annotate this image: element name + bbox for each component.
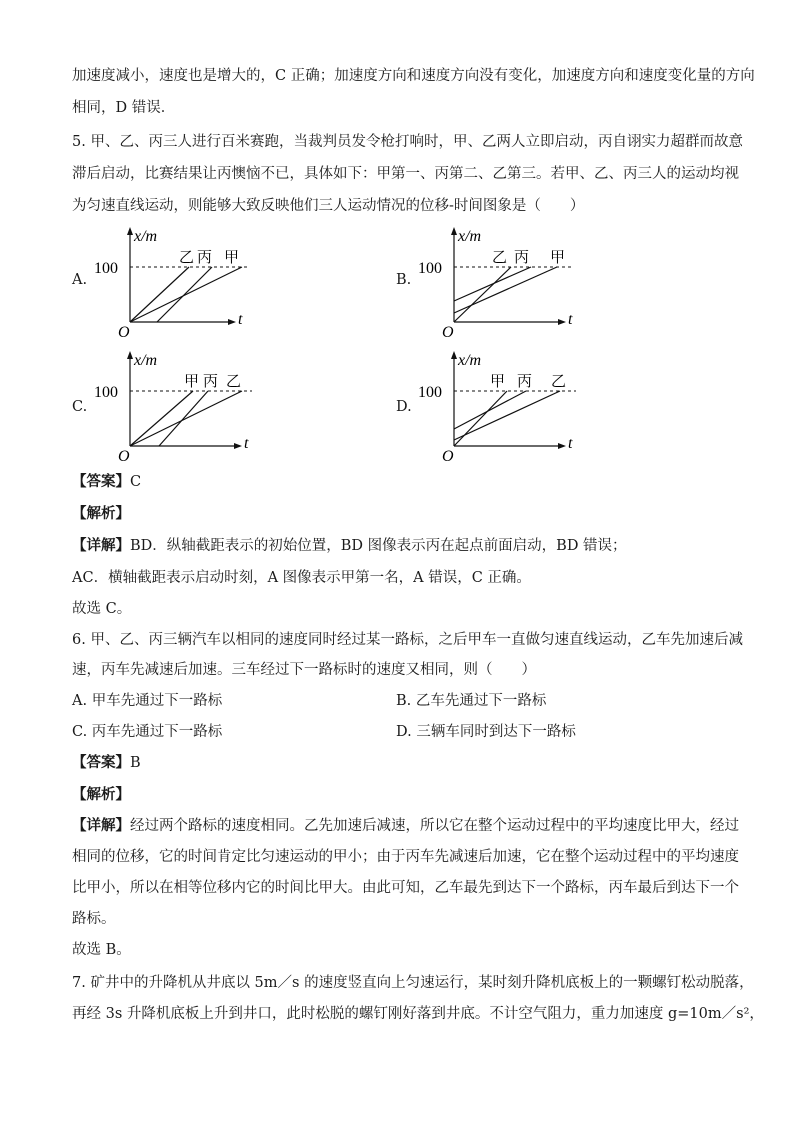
answer-value: B: [130, 755, 141, 771]
y-tick-100: 100: [418, 384, 442, 401]
curve-label: 丙: [517, 374, 533, 390]
y-tick-100: 100: [94, 384, 118, 401]
y-tick-100: 100: [94, 260, 118, 277]
x-axis-arrow: [228, 319, 236, 325]
line-jia: [454, 267, 557, 313]
x-axis-label: t: [568, 311, 573, 328]
q6-option-d: D. 三辆车同时到达下一路标: [396, 724, 576, 740]
x-axis-label: t: [244, 435, 249, 452]
line-yi: [454, 267, 511, 322]
curve-label: 甲: [490, 374, 506, 390]
y-axis-label: x/m: [134, 352, 158, 369]
q6-conclusion: 故选 B。: [72, 942, 131, 958]
origin-label: O: [118, 324, 130, 341]
y-axis-arrow: [451, 351, 457, 359]
q6-stem-line: 速，丙车先减速后加速。三车经过下一路标时的速度又相同，则（ ）: [72, 662, 536, 678]
curve-label: 甲: [224, 250, 240, 266]
q6-option-b: B. 乙车先通过下一路标: [396, 693, 547, 709]
answer-value: C: [130, 474, 142, 490]
x-axis-arrow: [558, 319, 566, 325]
graph-d: [418, 346, 604, 465]
line-jia: [130, 267, 242, 322]
x-axis-label: t: [568, 435, 573, 452]
y-tick-100: 100: [418, 260, 442, 277]
line-yi: [130, 267, 189, 322]
curve-label: 甲: [550, 250, 566, 266]
q6-stem-line: 6. 甲、乙、丙三辆汽车以相同的速度同时经过某一路标，之后甲车一直做匀速直线运动，乙车先加速后减: [72, 632, 743, 648]
answer-tag: 【答案】: [72, 754, 130, 771]
graph-a-letter: A.: [72, 272, 88, 288]
graph-d-letter: D.: [396, 399, 412, 415]
q6-detail-line: [72, 816, 739, 836]
prev-text-line: 相同，D 错误．: [72, 100, 176, 116]
q5-stem-line: 为匀速直线运动，则能够大致反映他们三人运动情况的位移-时间图象是（ ）: [72, 198, 585, 214]
curve-label: 乙: [492, 250, 508, 266]
y-axis-arrow: [451, 227, 457, 235]
detail-tag: 【详解】: [72, 817, 130, 834]
line-bing: [157, 267, 212, 322]
detail-text: 经过两个路标的速度相同。乙先加速后减速，所以它在整个运动过程中的平均速度比甲大，经过: [130, 818, 739, 834]
x-axis-label: t: [238, 311, 243, 328]
graph-c-letter: C.: [72, 399, 88, 415]
y-axis-arrow: [127, 351, 133, 359]
q5-answer-row: [72, 472, 141, 492]
origin-label: O: [442, 324, 454, 341]
curve-label: 乙: [179, 250, 195, 266]
q5-conclusion: 故选 C。: [72, 601, 132, 617]
y-axis-label: x/m: [458, 228, 482, 245]
q6-option-a: A. 甲车先通过下一路标: [72, 693, 223, 709]
q7-stem-line: 再经 3s 升降机底板上升到井口，此时松脱的螺钉刚好落到井底。不计空气阻力，重力加速度 g=10m／s²，: [72, 1006, 764, 1022]
analysis-tag: 【解析】: [72, 786, 130, 803]
x-axis-arrow: [558, 443, 566, 449]
q6-detail-line: 比甲小，所以在相等位移内它的时间比甲大。由此可知，乙车最先到达下一个路标，丙车最后到达下一个: [72, 880, 739, 896]
prev-text-line: 加速度减小，速度也是增大的，C 正确；加速度方向和速度方向没有变化，加速度方向和速度变化量的方向: [72, 68, 755, 84]
curve-label: 丙: [197, 250, 213, 266]
graph-b: [418, 222, 604, 341]
q6-detail-line: 相同的位移，它的时间肯定比匀速运动的甲小；由于丙车先减速后加速，它在整个运动过程中的平均速度: [72, 849, 739, 865]
graph-b-letter: B.: [396, 272, 412, 288]
graph-c: [94, 346, 270, 465]
curve-label: 乙: [226, 374, 242, 390]
q5-stem-line: 滞后启动，比赛结果让丙懊恼不已，具体如下：甲第一、丙第二、乙第三。若甲、乙、丙三人的运动均视: [72, 166, 739, 182]
curve-label: 丙: [514, 250, 530, 266]
q5-detail-line: [72, 536, 627, 556]
curve-label: 乙: [551, 374, 567, 390]
detail-text: BD．纵轴截距表示的初始位置，BD 图像表示丙在起点前面启动，BD 错误；: [130, 538, 627, 554]
curve-label: 甲: [184, 374, 200, 390]
graph-a: [94, 222, 270, 341]
line-yi: [454, 391, 560, 440]
y-axis-arrow: [127, 227, 133, 235]
q7-stem-line: 7. 矿井中的升降机从井底以 5m／s 的速度竖直向上匀速运行，某时刻升降机底板上的一颗螺钉松动脱落，: [72, 975, 754, 991]
y-axis-label: x/m: [458, 352, 482, 369]
line-jia: [454, 391, 507, 446]
answer-tag: 【答案】: [72, 473, 130, 490]
detail-tag: 【详解】: [72, 537, 130, 554]
q6-detail-line: 路标。: [72, 911, 116, 927]
curve-label: 丙: [203, 374, 219, 390]
q5-detail-line: AC．横轴截距表示启动时刻，A 图像表示甲第一名，A 错误，C 正确。: [72, 570, 531, 586]
y-axis-label: x/m: [134, 228, 158, 245]
line-yi: [130, 391, 242, 446]
q6-option-c: C. 丙车先通过下一路标: [72, 724, 223, 740]
q5-stem-line: 5. 甲、乙、丙三人进行百米赛跑，当裁判员发令枪打响时，甲、乙两人立即启动，丙自诩实力超群而故意: [72, 134, 743, 150]
origin-label: O: [118, 448, 130, 465]
origin-label: O: [442, 448, 454, 465]
x-axis-arrow: [234, 443, 242, 449]
analysis-tag: 【解析】: [72, 505, 130, 522]
q6-answer-row: [72, 753, 141, 773]
